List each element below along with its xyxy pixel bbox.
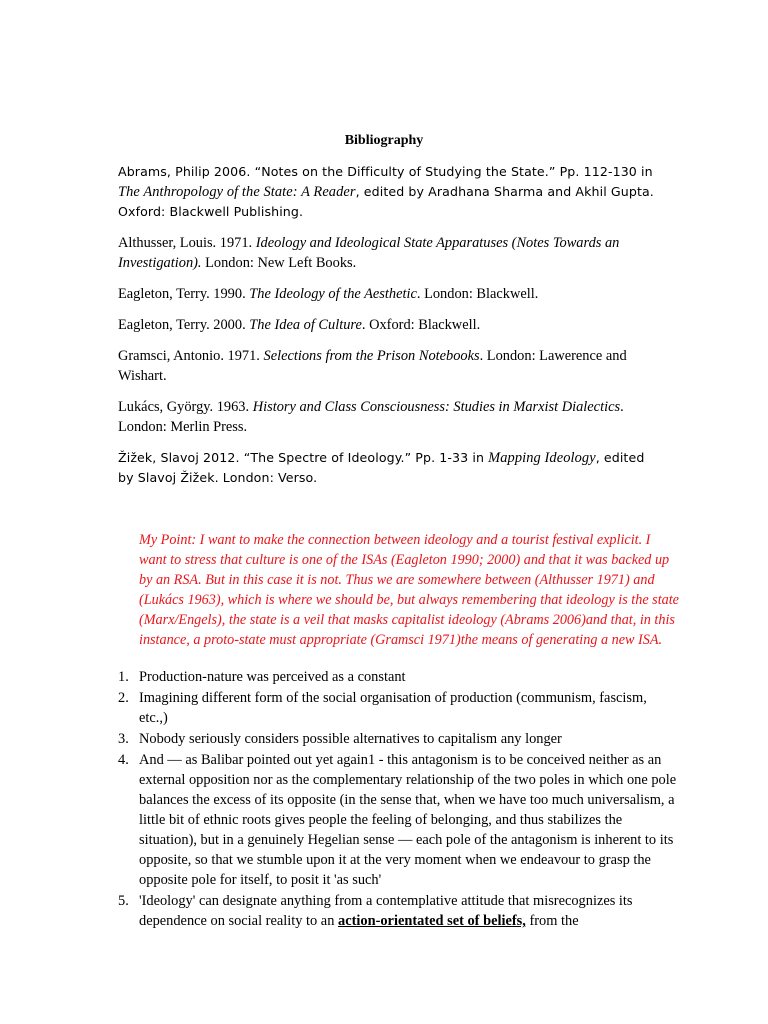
reference-text: Žižek, Slavoj 2012. “The Spectre of Ideology.” Pp. 1-33 in <box>118 450 489 465</box>
reference-text: Abrams, Philip 2006. “Notes on the Difficulty of Studying the State.” Pp. 112-130 in <box>118 164 653 179</box>
list-item <box>118 750 678 890</box>
list-number: 4. <box>118 752 129 768</box>
reference-text: . Oxford: Blackwell. <box>361 317 481 333</box>
list-number: 1. <box>118 669 129 685</box>
reference-althusser <box>118 233 663 273</box>
reference-title: Mapping Ideology <box>488 450 596 466</box>
reference-text: Lukács, György. 1963. <box>118 399 253 415</box>
reference-text: Eagleton, Terry. 2000. <box>118 317 250 333</box>
page-title: Bibliography <box>344 133 424 148</box>
reference-text: . London: Lawerence and Wishart. <box>118 348 627 384</box>
emphasized-phrase: action-orientated set of beliefs, <box>338 913 526 929</box>
reference-lukacs <box>118 397 663 437</box>
list-item-text: from the <box>525 913 579 929</box>
reference-title: The Idea of Culture <box>249 317 362 333</box>
bibliography-list <box>118 162 663 499</box>
author-note: My Point: I want to make the connection between ideology and a tourist festival explicit. I want to stress that culture is one of the ISAs (Eagleton 1990; 2000) and that it was backed up by an RSA. But in this case it is not. Thus we are somewhere between (Althusser 1971) and (Lukács 1963), which is where we should be, but always remembering that ideology is the state (Marx/Engels), the state is a veil that masks capitalist ideology (Abrams 2006)and that, in this instance, a proto-state must appropriate (Gramsci 1971)the means of generating a new ISA. <box>139 532 679 648</box>
reference-text: , edited by Aradhana Sharma and Akhil Gupta. Oxford: Blackwell Publishing. <box>118 184 654 219</box>
reference-eagleton-2000 <box>118 315 663 335</box>
reference-title: Selections from the Prison Notebooks <box>263 348 480 364</box>
reference-text: Eagleton, Terry. 1990. <box>118 286 250 302</box>
reference-title: The Ideology of the Aesthetic <box>249 286 417 302</box>
reference-title: The Anthropology of the State: A Reader <box>118 184 356 200</box>
list-item <box>118 688 678 728</box>
list-number: 5. <box>118 893 129 909</box>
list-item <box>118 667 678 687</box>
reference-text: . London: Blackwell. <box>416 286 539 302</box>
reference-gramsci <box>118 346 663 386</box>
list-item <box>118 891 678 931</box>
reference-text: London: New Left Books. <box>201 255 357 271</box>
list-item-text: And — as Balibar pointed out yet again1 - this antagonism is to be conceived neither as an external opposition nor as the complementary relationship of the two poles in which one pole balances the excess of its opposite (in the sense that, when we have too much universalism, a little bit of ethnic roots gives people the feeling of belonging, and thus stabilizes the situation), but in a genuinely Hegelian sense — each pole of the antagonism is inherent to its opposite, so that we stumble upon it at the very moment when we endeavour to grasp the opposite pole for itself, to posit it 'as such' <box>139 752 677 888</box>
reference-text: . London: Merlin Press. <box>118 399 624 435</box>
list-item <box>118 729 678 749</box>
numbered-list <box>118 667 678 932</box>
reference-title: History and Class Consciousness: Studies in Marxist Dialectics <box>252 399 621 415</box>
reference-zizek <box>118 448 663 488</box>
reference-abrams <box>118 162 663 222</box>
list-item-text: Production-nature was perceived as a constant <box>139 669 406 685</box>
reference-eagleton-1990 <box>118 284 663 304</box>
reference-title: Ideology and Ideological State Apparatuses (Notes Towards an Investigation). <box>118 235 620 271</box>
reference-text: Althusser, Louis. 1971. <box>118 235 256 251</box>
reference-text: Gramsci, Antonio. 1971. <box>118 348 264 364</box>
list-item-text: 'Ideology' can designate anything from a contemplative attitude that misrecognizes its dependence on social reality to an <box>139 893 633 929</box>
list-item-text: Imagining different form of the social organisation of production (communism, fascism, etc.,) <box>139 690 647 726</box>
list-number: 3. <box>118 731 129 747</box>
reference-text: , edited by Slavoj Žižek. London: Verso. <box>118 450 645 485</box>
list-item-text: Nobody seriously considers possible alternatives to capitalism any longer <box>139 731 562 747</box>
list-number: 2. <box>118 690 129 706</box>
